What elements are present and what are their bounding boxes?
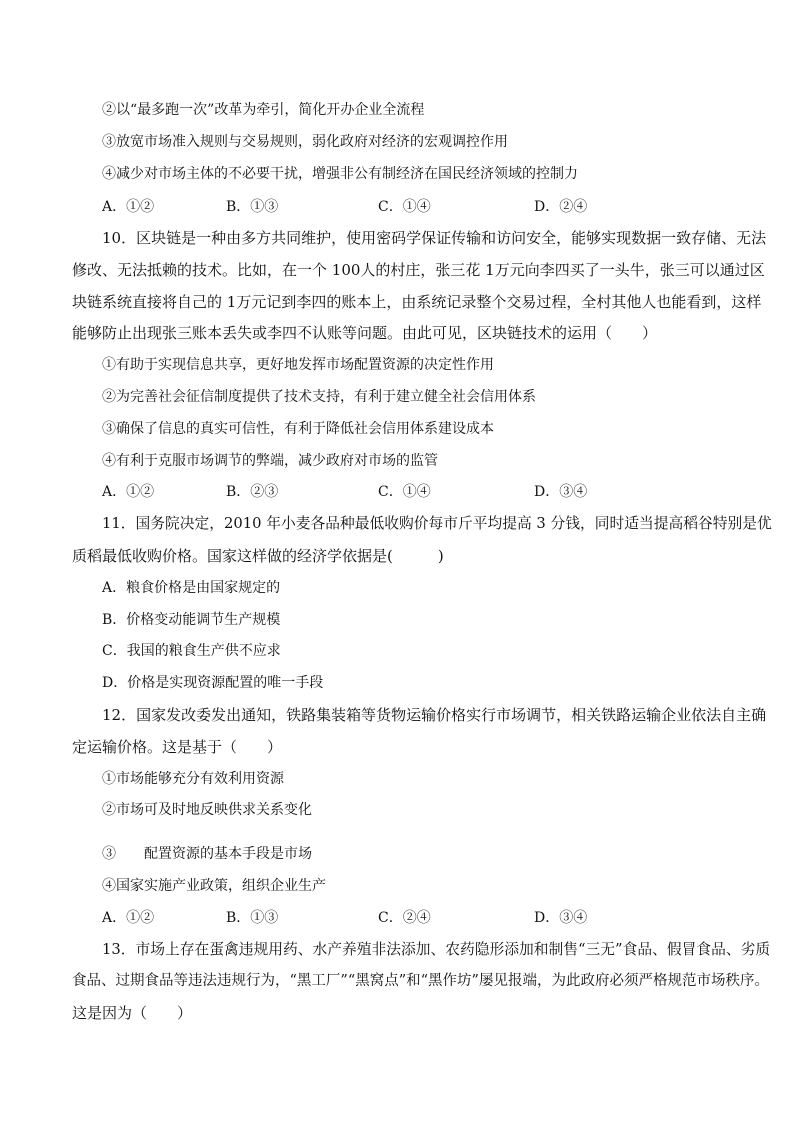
- q11-stem-line-1: 11．国务院决定，2010 年小麦各品种最低收购价每市斤平均提高 3 分钱，同时适当提高稻谷特别是优: [102, 515, 772, 532]
- q12-option-4: ④国家实施产业政策，组织企业生产: [102, 878, 326, 894]
- q10-option-2: ②为完善社会征信制度提供了技术支持，有利于建立健全社会信用体系: [102, 389, 536, 405]
- q12-choice-b: B．①③: [226, 910, 279, 926]
- q12-option-1: ①市场能够充分有效利用资源: [102, 771, 284, 787]
- q10-choice-d: D．③④: [534, 484, 588, 500]
- q11-choice-d: D．价格是实现资源配置的唯一手段: [102, 675, 324, 691]
- q9-choice-c: C．①④: [378, 199, 431, 215]
- q12-stem-line-2: 定运输价格。这是基于（ ）: [72, 738, 283, 756]
- q13-stem-line-3: 这是因为（ ）: [72, 1004, 193, 1022]
- q9-option-4: ④减少对市场主体的不必要干扰，增强非公有制经济在国民经济领域的控制力: [102, 166, 578, 182]
- q10-option-4: ④有利于克服市场调节的弊端，减少政府对市场的监管: [102, 453, 438, 469]
- q12-choice-c: C．②④: [378, 910, 431, 926]
- q9-option-3: ③放宽市场准入规则与交易规则，弱化政府对经济的宏观调控作用: [102, 134, 508, 150]
- q11-stem-line-2: 质稻最低收购价格。国家这样做的经济学依据是( ): [72, 547, 444, 565]
- q9-choice-a: A．①②: [102, 199, 155, 215]
- q12-option-2: ②市场可及时地反映供求关系变化: [102, 802, 312, 818]
- q10-choice-a: A．①②: [102, 484, 155, 500]
- q11-choice-a: A．粮食价格是由国家规定的: [102, 580, 281, 596]
- q9-choice-d: D．②④: [534, 199, 588, 215]
- q12-choice-a: A．①②: [102, 910, 155, 926]
- q12-choice-d: D．③④: [534, 910, 588, 926]
- q10-stem-line-2: 修改、无法抵赖的技术。比如，在一个 100人的村庄，张三花 1万元向李四买了一头牛，张三可以通过区: [72, 261, 765, 279]
- q9-option-2: ②以“最多跑一次”改革为牵引，简化开办企业全流程: [102, 102, 425, 118]
- q11-choice-b: B．价格变动能调节生产规模: [102, 612, 281, 628]
- q13-stem-line-1: 13．市场上存在蛋禽违规用药、水产养殖非法添加、农药隐形添加和制售“三无”食品、假冒食品、劣质: [102, 941, 771, 958]
- q12-option-3: ③ 配置资源的基本手段是市场: [102, 846, 312, 862]
- q10-stem-line-1: 10．区块链是一种由多方共同维护，使用密码学保证传输和访问安全，能够实现数据一致存储、无法: [102, 229, 767, 247]
- q11-choice-c: C．我国的粮食生产供不应求: [102, 643, 281, 659]
- q10-stem-line-3: 块链系统直接将自己的 1万元记到李四的账本上，由系统记录整个交易过程，全村其他人也能看到，这样: [72, 293, 762, 311]
- q13-stem-line-2: 食品、过期食品等违法违规行为，“黑工厂”“黑窝点”和“黑作坊”屡见报端，为此政府必须严格规范市场秩序。: [72, 973, 769, 989]
- q10-option-1: ①有助于实现信息共享，更好地发挥市场配置资源的决定性作用: [102, 357, 494, 373]
- q10-choice-c: C．①④: [378, 484, 431, 500]
- q10-stem-line-4: 能够防止出现张三账本丢失或李四不认账等问题。由此可见，区块链技术的运用（ ）: [72, 324, 658, 342]
- q9-choice-b: B．①③: [226, 199, 279, 215]
- q10-choice-b: B．②③: [226, 484, 279, 500]
- q10-option-3: ③确保了信息的真实可信性，有利于降低社会信用体系建设成本: [102, 421, 494, 437]
- q12-stem-line-1: 12．国家发改委发出通知，铁路集装箱等货物运输价格实行市场调节，相关铁路运输企业依法自主确: [102, 706, 767, 724]
